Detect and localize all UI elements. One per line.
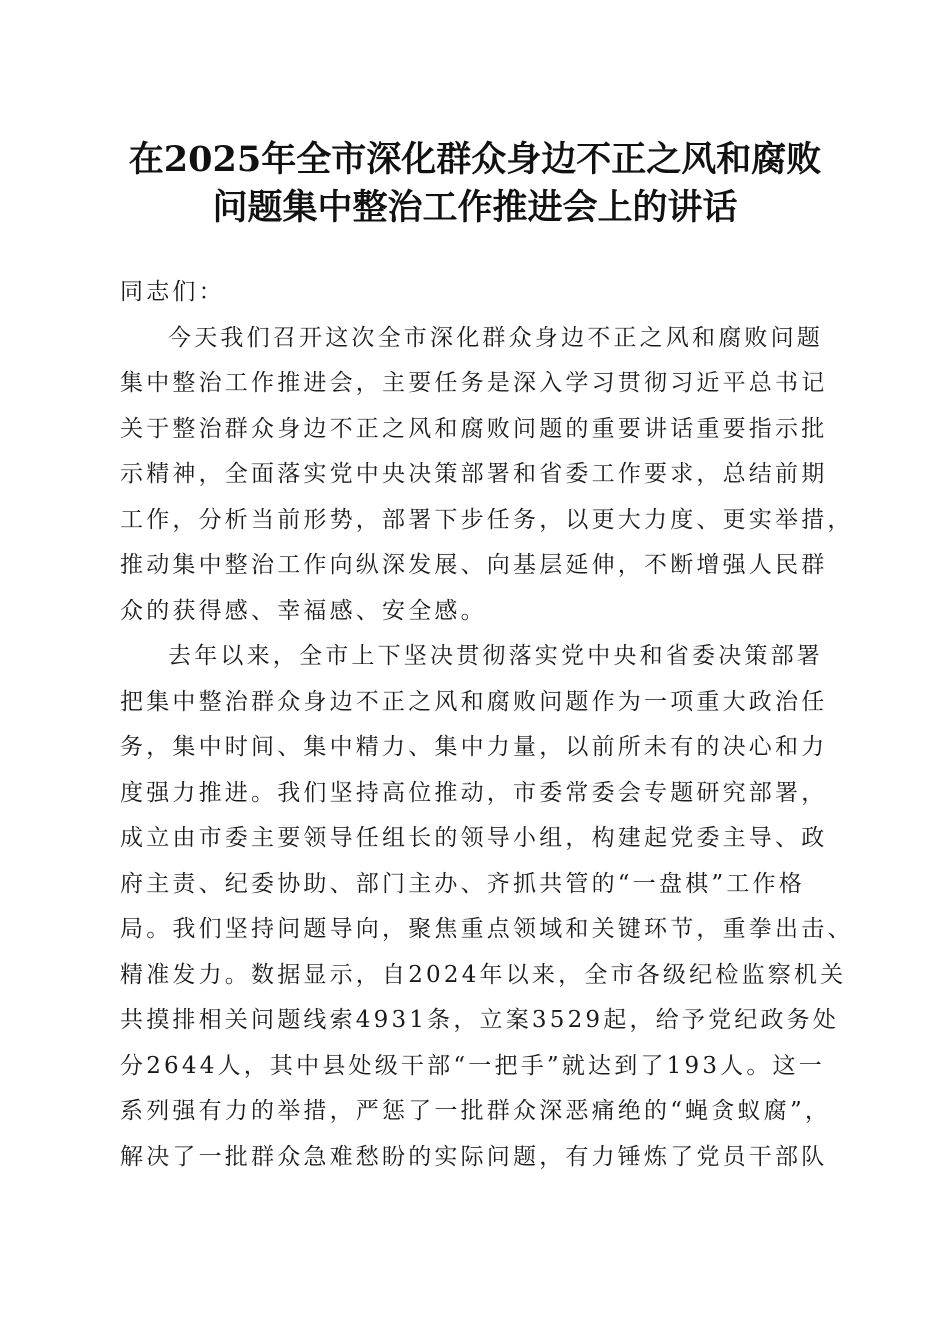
paragraph-line: 解决了一批群众急难愁盼的实际问题，有力锤炼了党员干部队 [120, 1143, 828, 1170]
paragraph-line: 局。我们坚持问题导向，聚焦重点领域和关键环节，重拳出击、 [120, 916, 854, 942]
paragraph-line: 分2644人，其中县处级干部“一把手”就达到了193人。这一 [120, 1052, 825, 1079]
paragraph-line: 成立由市委主要领导任组长的领导小组，构建起党委主导、政 [120, 825, 828, 851]
paragraph-line: 集中整治工作推进会，主要任务是深入学习贯彻习近平总书记 [120, 370, 828, 396]
paragraph-line: 务，集中时间、集中精力、集中力量，以前所未有的决心和力 [120, 734, 828, 760]
paragraph-line: 今天我们召开这次全市深化群众身边不正之风和腐败问题 [168, 324, 823, 351]
paragraph-line: 度强力推进。我们坚持高位推动，市委常委会专题研究部署， [120, 779, 828, 806]
paragraph-line: 推动集中整治工作向纵深发展、向基层延伸，不断增强人民群 [120, 552, 828, 578]
paragraph-line: 精准发力。数据显示，自2024年以来，全市各级纪检监察机关 [120, 961, 847, 988]
paragraph-line: 关于整治群众身边不正之风和腐败问题的重要讲话重要指示批 [120, 415, 828, 442]
paragraph-line: 系列强有力的举措，严惩了一批群众深恶痛绝的“蝇贪蚁腐”， [120, 1098, 832, 1124]
paragraph-2 [120, 634, 854, 1180]
paragraph-line: 去年以来，全市上下坚决贯彻落实党中央和省委决策部署 [168, 643, 823, 669]
paragraph-line: 示精神，全面落实党中央决策部署和省委工作要求，总结前期 [120, 461, 828, 487]
paragraph-line: 共摸排相关问题线索4931条，立案3529起，给予党纪政务处 [120, 1007, 840, 1033]
title-line-2: 问题集中整治工作推进会上的讲话 [212, 187, 738, 228]
paragraph-1 [120, 316, 854, 635]
paragraph-line: 府主责、纪委协助、部门主办、齐抓共管的“一盘棋”工作格 [120, 870, 805, 897]
paragraph-line: 工作，分析当前形势，部署下步任务，以更大力度、更实举措， [120, 506, 854, 533]
document-title [0, 136, 950, 232]
salutation: 同志们： [120, 279, 225, 305]
paragraph-line: 把集中整治群众身边不正之风和腐败问题作为一项重大政治任 [120, 688, 828, 715]
document-body [120, 270, 854, 1180]
paragraph-line: 众的获得感、幸福感、安全感。 [120, 597, 487, 624]
title-line-1: 在2025年全市深化群众身边不正之风和腐败 [128, 139, 822, 180]
